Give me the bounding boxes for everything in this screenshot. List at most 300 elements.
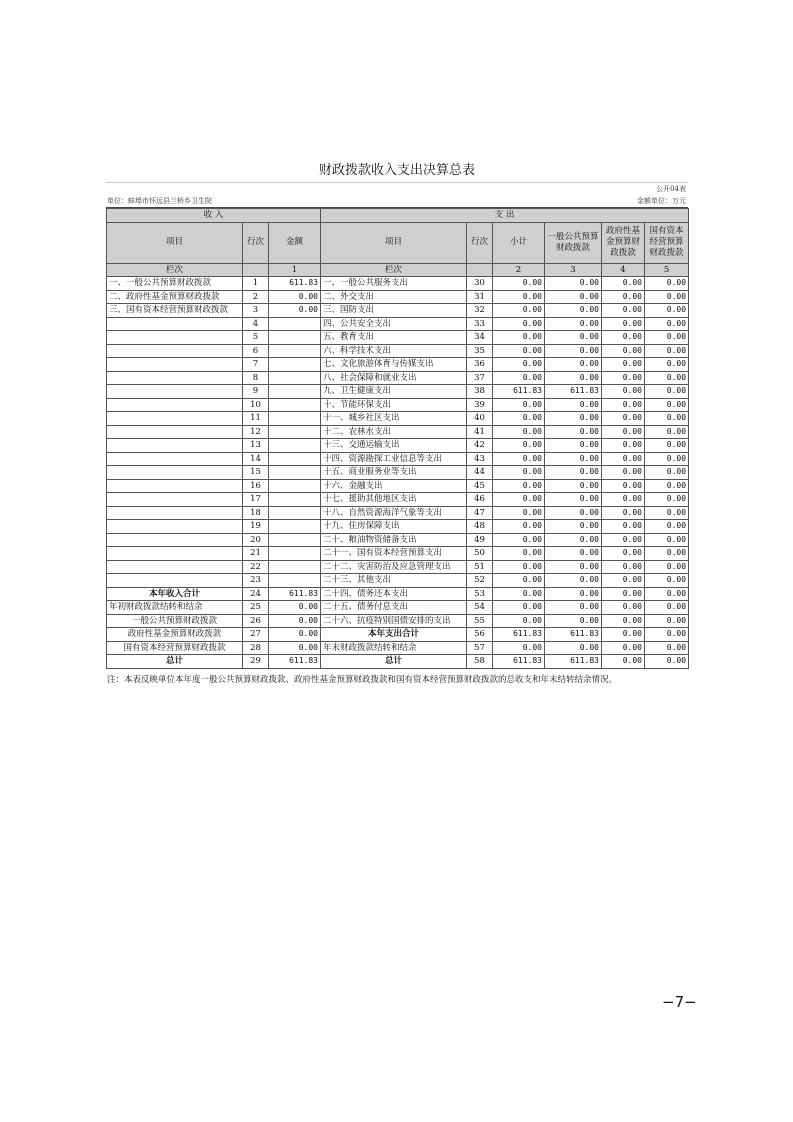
income-line-no: 28: [243, 641, 269, 655]
expense-state-capital: 0.00: [645, 493, 689, 507]
expense-gov-fund: 0.00: [602, 655, 645, 669]
income-amount: 611.83: [269, 587, 321, 601]
table-row: [107, 358, 689, 372]
expense-item: 十一、城乡社区支出: [321, 412, 467, 426]
unit-row: [106, 195, 688, 208]
expense-general-budget: 0.00: [545, 587, 602, 601]
expense-subtotal: 611.83: [493, 385, 545, 399]
expense-line-no: 35: [467, 344, 493, 358]
income-line-no: 22: [243, 560, 269, 574]
expense-general-budget: 0.00: [545, 533, 602, 547]
income-line-no: 11: [243, 412, 269, 426]
income-item: [107, 344, 243, 358]
expense-state-capital: 0.00: [645, 614, 689, 628]
table-note: 注：本表反映单位本年度一般公共预算财政拨款、政府性基金预算财政拨款和国有资本经营预算财政拨款的总收支和年末结转结余情况。: [107, 674, 618, 685]
expense-subtotal: 0.00: [493, 587, 545, 601]
expense-line-no: 53: [467, 587, 493, 601]
expense-subtotal: 0.00: [493, 614, 545, 628]
report-title: 财政拨款收入支出决算总表: [106, 160, 688, 183]
expense-item: 二、外交支出: [321, 290, 467, 304]
table-row: [107, 560, 689, 574]
expense-line-no: 52: [467, 574, 493, 588]
expense-subtotal: 0.00: [493, 601, 545, 615]
expense-item: 十七、援助其他地区支出: [321, 493, 467, 507]
table-row: [107, 452, 689, 466]
expense-gov-fund: 0.00: [602, 520, 645, 534]
header-subtotal: 小计: [493, 222, 545, 263]
expense-item: 十、节能环保支出: [321, 398, 467, 412]
income-line-no: 1: [243, 277, 269, 291]
expense-state-capital: 0.00: [645, 371, 689, 385]
expense-subtotal: 0.00: [493, 290, 545, 304]
income-item: [107, 371, 243, 385]
expense-line-no: 37: [467, 371, 493, 385]
expense-subtotal: 0.00: [493, 439, 545, 453]
income-item: [107, 385, 243, 399]
income-line-no: 20: [243, 533, 269, 547]
expense-line-no: 34: [467, 331, 493, 345]
expense-subtotal: 0.00: [493, 533, 545, 547]
header-line-no: 行次: [243, 222, 269, 263]
expense-gov-fund: 0.00: [602, 371, 645, 385]
table-row: [107, 587, 689, 601]
table-row: [107, 290, 689, 304]
expense-gov-fund: 0.00: [602, 412, 645, 426]
expense-gov-fund: 0.00: [602, 358, 645, 372]
expense-subtotal: 611.83: [493, 628, 545, 642]
expense-gov-fund: 0.00: [602, 290, 645, 304]
expense-state-capital: 0.00: [645, 641, 689, 655]
income-line-no: 15: [243, 466, 269, 480]
income-line-no: 29: [243, 655, 269, 669]
income-amount: 0.00: [269, 614, 321, 628]
table-row: [107, 641, 689, 655]
expense-subtotal: 0.00: [493, 452, 545, 466]
expense-subtotal: 0.00: [493, 425, 545, 439]
income-amount: [269, 385, 321, 399]
income-amount: [269, 560, 321, 574]
col-index-4: 4: [602, 263, 645, 277]
expense-subtotal: 0.00: [493, 641, 545, 655]
income-amount: [269, 452, 321, 466]
expense-general-budget: 0.00: [545, 506, 602, 520]
income-line-no: 4: [243, 317, 269, 331]
income-line-no: 27: [243, 628, 269, 642]
table-row: [107, 412, 689, 426]
income-amount: [269, 547, 321, 561]
table-row: [107, 439, 689, 453]
expense-line-no: 33: [467, 317, 493, 331]
expense-line-no: 47: [467, 506, 493, 520]
expense-state-capital: 0.00: [645, 277, 689, 291]
expense-item: 二十五、债务付息支出: [321, 601, 467, 615]
expense-item: 十六、金融支出: [321, 479, 467, 493]
income-line-no: 25: [243, 601, 269, 615]
expense-gov-fund: 0.00: [602, 587, 645, 601]
expense-gov-fund: 0.00: [602, 304, 645, 318]
expense-general-budget: 0.00: [545, 412, 602, 426]
expense-state-capital: 0.00: [645, 506, 689, 520]
table-row: [107, 479, 689, 493]
expense-item: 十五、商业服务业等支出: [321, 466, 467, 480]
expense-item: 五、教育支出: [321, 331, 467, 345]
income-amount: 0.00: [269, 641, 321, 655]
header-amount: 金额: [269, 222, 321, 263]
expense-subtotal: 0.00: [493, 304, 545, 318]
section-income: 收 入: [107, 209, 321, 223]
expense-line-no: 55: [467, 614, 493, 628]
income-item: [107, 560, 243, 574]
income-line-no: 17: [243, 493, 269, 507]
table-row: [107, 277, 689, 291]
expense-subtotal: 0.00: [493, 520, 545, 534]
income-amount: 611.83: [269, 277, 321, 291]
income-amount: 611.83: [269, 655, 321, 669]
expense-general-budget: 0.00: [545, 277, 602, 291]
expense-general-budget: 611.83: [545, 385, 602, 399]
income-item: [107, 452, 243, 466]
expense-general-budget: 0.00: [545, 358, 602, 372]
income-line-no: 16: [243, 479, 269, 493]
expense-gov-fund: 0.00: [602, 385, 645, 399]
table-row: [107, 628, 689, 642]
income-amount: [269, 331, 321, 345]
income-item: 政府性基金预算财政拨款: [107, 628, 243, 642]
income-amount: [269, 533, 321, 547]
expense-gov-fund: 0.00: [602, 547, 645, 561]
expense-item: 八、社会保障和就业支出: [321, 371, 467, 385]
income-amount: [269, 358, 321, 372]
expense-item: 二十四、债务还本支出: [321, 587, 467, 601]
expense-line-no: 44: [467, 466, 493, 480]
table-row: [107, 331, 689, 345]
expense-state-capital: 0.00: [645, 655, 689, 669]
income-amount: 0.00: [269, 601, 321, 615]
expense-state-capital: 0.00: [645, 466, 689, 480]
expense-item: 二十六、抗疫特别国债安排的支出: [321, 614, 467, 628]
col-index-empty2: [467, 263, 493, 277]
expense-item: 总计: [321, 655, 467, 669]
table-row: [107, 506, 689, 520]
expense-state-capital: 0.00: [645, 533, 689, 547]
expense-gov-fund: 0.00: [602, 439, 645, 453]
expense-item: 二十三、其他支出: [321, 574, 467, 588]
expense-item: 九、卫生健康支出: [321, 385, 467, 399]
col-index-1: 1: [269, 263, 321, 277]
income-line-no: 8: [243, 371, 269, 385]
income-amount: [269, 574, 321, 588]
expense-item: 十九、住房保障支出: [321, 520, 467, 534]
expense-state-capital: 0.00: [645, 452, 689, 466]
expense-general-budget: 0.00: [545, 614, 602, 628]
expense-line-no: 54: [467, 601, 493, 615]
income-amount: 0.00: [269, 628, 321, 642]
expense-item: 七、文化旅游体育与传媒支出: [321, 358, 467, 372]
expense-line-no: 40: [467, 412, 493, 426]
expense-state-capital: 0.00: [645, 358, 689, 372]
expense-state-capital: 0.00: [645, 425, 689, 439]
income-item: 国有资本经营预算财政拨款: [107, 641, 243, 655]
header-general-budget: 一般公共预算财政拨款: [545, 222, 602, 263]
expense-subtotal: 0.00: [493, 344, 545, 358]
expense-item: 二十一、国有资本经营预算支出: [321, 547, 467, 561]
expense-gov-fund: 0.00: [602, 331, 645, 345]
income-amount: [269, 425, 321, 439]
income-item: [107, 479, 243, 493]
budget-table: [106, 208, 689, 669]
col-index-label2: 栏次: [321, 263, 467, 277]
table-row: [107, 574, 689, 588]
expense-line-no: 42: [467, 439, 493, 453]
expense-general-budget: 0.00: [545, 452, 602, 466]
income-item: 一般公共预算财政拨款: [107, 614, 243, 628]
section-expense: 支 出: [321, 209, 689, 223]
expense-subtotal: 611.83: [493, 655, 545, 669]
expense-state-capital: 0.00: [645, 601, 689, 615]
form-code: 公开04表: [656, 185, 686, 193]
income-amount: [269, 412, 321, 426]
header-line-no2: 行次: [467, 222, 493, 263]
expense-gov-fund: 0.00: [602, 277, 645, 291]
income-line-no: 21: [243, 547, 269, 561]
expense-state-capital: 0.00: [645, 398, 689, 412]
expense-general-budget: 0.00: [545, 479, 602, 493]
expense-subtotal: 0.00: [493, 493, 545, 507]
expense-gov-fund: 0.00: [602, 452, 645, 466]
expense-state-capital: 0.00: [645, 520, 689, 534]
expense-item: 本年支出合计: [321, 628, 467, 642]
expense-item: 二十、粮油物资储备支出: [321, 533, 467, 547]
expense-gov-fund: 0.00: [602, 574, 645, 588]
expense-general-budget: 0.00: [545, 425, 602, 439]
expense-subtotal: 0.00: [493, 398, 545, 412]
table-row: [107, 304, 689, 318]
expense-subtotal: 0.00: [493, 317, 545, 331]
income-item: [107, 439, 243, 453]
expense-item: 三、国防支出: [321, 304, 467, 318]
expense-gov-fund: 0.00: [602, 479, 645, 493]
expense-line-no: 58: [467, 655, 493, 669]
header-item2: 项目: [321, 222, 467, 263]
table-row: [107, 655, 689, 669]
expense-general-budget: 0.00: [545, 493, 602, 507]
expense-subtotal: 0.00: [493, 547, 545, 561]
expense-general-budget: 0.00: [545, 439, 602, 453]
table-row: [107, 533, 689, 547]
expense-item: 一、一般公共服务支出: [321, 277, 467, 291]
expense-line-no: 50: [467, 547, 493, 561]
expense-state-capital: 0.00: [645, 331, 689, 345]
expense-gov-fund: 0.00: [602, 506, 645, 520]
income-amount: [269, 479, 321, 493]
expense-line-no: 49: [467, 533, 493, 547]
expense-line-no: 41: [467, 425, 493, 439]
income-item: 总计: [107, 655, 243, 669]
income-amount: [269, 344, 321, 358]
income-item: 三、国有资本经营预算财政拨款: [107, 304, 243, 318]
expense-state-capital: 0.00: [645, 317, 689, 331]
amount-unit: 金额单位：万元: [637, 197, 686, 205]
expense-item: 四、公共安全支出: [321, 317, 467, 331]
income-line-no: 5: [243, 331, 269, 345]
expense-general-budget: 0.00: [545, 331, 602, 345]
income-item: [107, 317, 243, 331]
income-line-no: 24: [243, 587, 269, 601]
expense-line-no: 57: [467, 641, 493, 655]
table-row: [107, 601, 689, 615]
income-line-no: 7: [243, 358, 269, 372]
expense-state-capital: 0.00: [645, 628, 689, 642]
income-item: [107, 493, 243, 507]
expense-gov-fund: 0.00: [602, 533, 645, 547]
income-line-no: 2: [243, 290, 269, 304]
table-row: [107, 547, 689, 561]
income-line-no: 26: [243, 614, 269, 628]
expense-general-budget: 0.00: [545, 304, 602, 318]
expense-item: 六、科学技术支出: [321, 344, 467, 358]
col-index-empty: [243, 263, 269, 277]
income-item: [107, 574, 243, 588]
income-line-no: 6: [243, 344, 269, 358]
expense-item: 年末财政拨款结转和结余: [321, 641, 467, 655]
expense-general-budget: 0.00: [545, 641, 602, 655]
expense-state-capital: 0.00: [645, 344, 689, 358]
income-amount: [269, 466, 321, 480]
expense-subtotal: 0.00: [493, 560, 545, 574]
section-header-row: [107, 209, 689, 223]
expense-subtotal: 0.00: [493, 466, 545, 480]
col-index-3: 3: [545, 263, 602, 277]
expense-state-capital: 0.00: [645, 560, 689, 574]
expense-line-no: 56: [467, 628, 493, 642]
table-row: [107, 371, 689, 385]
expense-general-budget: 0.00: [545, 371, 602, 385]
income-line-no: 23: [243, 574, 269, 588]
income-item: [107, 466, 243, 480]
expense-subtotal: 0.00: [493, 574, 545, 588]
expense-line-no: 30: [467, 277, 493, 291]
expense-line-no: 31: [467, 290, 493, 304]
column-header-row: [107, 222, 689, 263]
expense-line-no: 46: [467, 493, 493, 507]
income-item: [107, 331, 243, 345]
income-item: [107, 547, 243, 561]
col-index-2: 2: [493, 263, 545, 277]
expense-gov-fund: 0.00: [602, 560, 645, 574]
expense-gov-fund: 0.00: [602, 614, 645, 628]
expense-subtotal: 0.00: [493, 358, 545, 372]
table-row: [107, 344, 689, 358]
expense-general-budget: 0.00: [545, 290, 602, 304]
income-amount: [269, 317, 321, 331]
income-item: [107, 398, 243, 412]
expense-line-no: 48: [467, 520, 493, 534]
header-item: 项目: [107, 222, 243, 263]
expense-general-budget: 611.83: [545, 655, 602, 669]
expense-gov-fund: 0.00: [602, 425, 645, 439]
income-line-no: 9: [243, 385, 269, 399]
expense-general-budget: 0.00: [545, 344, 602, 358]
expense-subtotal: 0.00: [493, 412, 545, 426]
income-item: [107, 506, 243, 520]
income-item: 二、政府性基金预算财政拨款: [107, 290, 243, 304]
table-row: [107, 466, 689, 480]
income-item: 本年收入合计: [107, 587, 243, 601]
income-item: [107, 358, 243, 372]
income-line-no: 3: [243, 304, 269, 318]
table-row: [107, 398, 689, 412]
expense-subtotal: 0.00: [493, 277, 545, 291]
income-line-no: 13: [243, 439, 269, 453]
expense-state-capital: 0.00: [645, 385, 689, 399]
expense-general-budget: 0.00: [545, 547, 602, 561]
expense-state-capital: 0.00: [645, 304, 689, 318]
income-line-no: 12: [243, 425, 269, 439]
income-amount: 0.00: [269, 290, 321, 304]
expense-state-capital: 0.00: [645, 439, 689, 453]
income-amount: [269, 398, 321, 412]
expense-general-budget: 0.00: [545, 398, 602, 412]
unit-label: 单位：蚌埠市怀远县兰桥乡卫生院: [107, 197, 212, 205]
expense-subtotal: 0.00: [493, 479, 545, 493]
expense-general-budget: 0.00: [545, 601, 602, 615]
income-item: 年初财政拨款结转和结余: [107, 601, 243, 615]
income-item: [107, 520, 243, 534]
expense-item: 十四、资源勘探工业信息等支出: [321, 452, 467, 466]
table-row: [107, 317, 689, 331]
expense-subtotal: 0.00: [493, 371, 545, 385]
table-row: [107, 493, 689, 507]
expense-gov-fund: 0.00: [602, 344, 645, 358]
expense-general-budget: 0.00: [545, 317, 602, 331]
col-index-5: 5: [645, 263, 689, 277]
expense-state-capital: 0.00: [645, 547, 689, 561]
page-number: −7−: [662, 993, 697, 1011]
income-amount: [269, 520, 321, 534]
expense-item: 二十二、灾害防治及应急管理支出: [321, 560, 467, 574]
table-row: [107, 385, 689, 399]
expense-state-capital: 0.00: [645, 574, 689, 588]
expense-line-no: 39: [467, 398, 493, 412]
expense-line-no: 43: [467, 452, 493, 466]
expense-gov-fund: 0.00: [602, 493, 645, 507]
expense-gov-fund: 0.00: [602, 601, 645, 615]
income-amount: [269, 371, 321, 385]
expense-gov-fund: 0.00: [602, 641, 645, 655]
expense-line-no: 51: [467, 560, 493, 574]
expense-item: 十二、农林水支出: [321, 425, 467, 439]
income-item: [107, 425, 243, 439]
expense-line-no: 32: [467, 304, 493, 318]
income-item: [107, 533, 243, 547]
expense-general-budget: 0.00: [545, 574, 602, 588]
expense-state-capital: 0.00: [645, 412, 689, 426]
expense-line-no: 45: [467, 479, 493, 493]
expense-subtotal: 0.00: [493, 331, 545, 345]
header-gov-fund: 政府性基金预算财政拨款: [602, 222, 645, 263]
expense-line-no: 36: [467, 358, 493, 372]
income-item: [107, 412, 243, 426]
income-line-no: 19: [243, 520, 269, 534]
income-amount: [269, 493, 321, 507]
income-line-no: 10: [243, 398, 269, 412]
expense-general-budget: 0.00: [545, 560, 602, 574]
income-amount: 0.00: [269, 304, 321, 318]
expense-general-budget: 611.83: [545, 628, 602, 642]
header-state-capital: 国有资本经营预算财政拨款: [645, 222, 689, 263]
income-amount: [269, 439, 321, 453]
expense-item: 十八、自然资源海洋气象等支出: [321, 506, 467, 520]
